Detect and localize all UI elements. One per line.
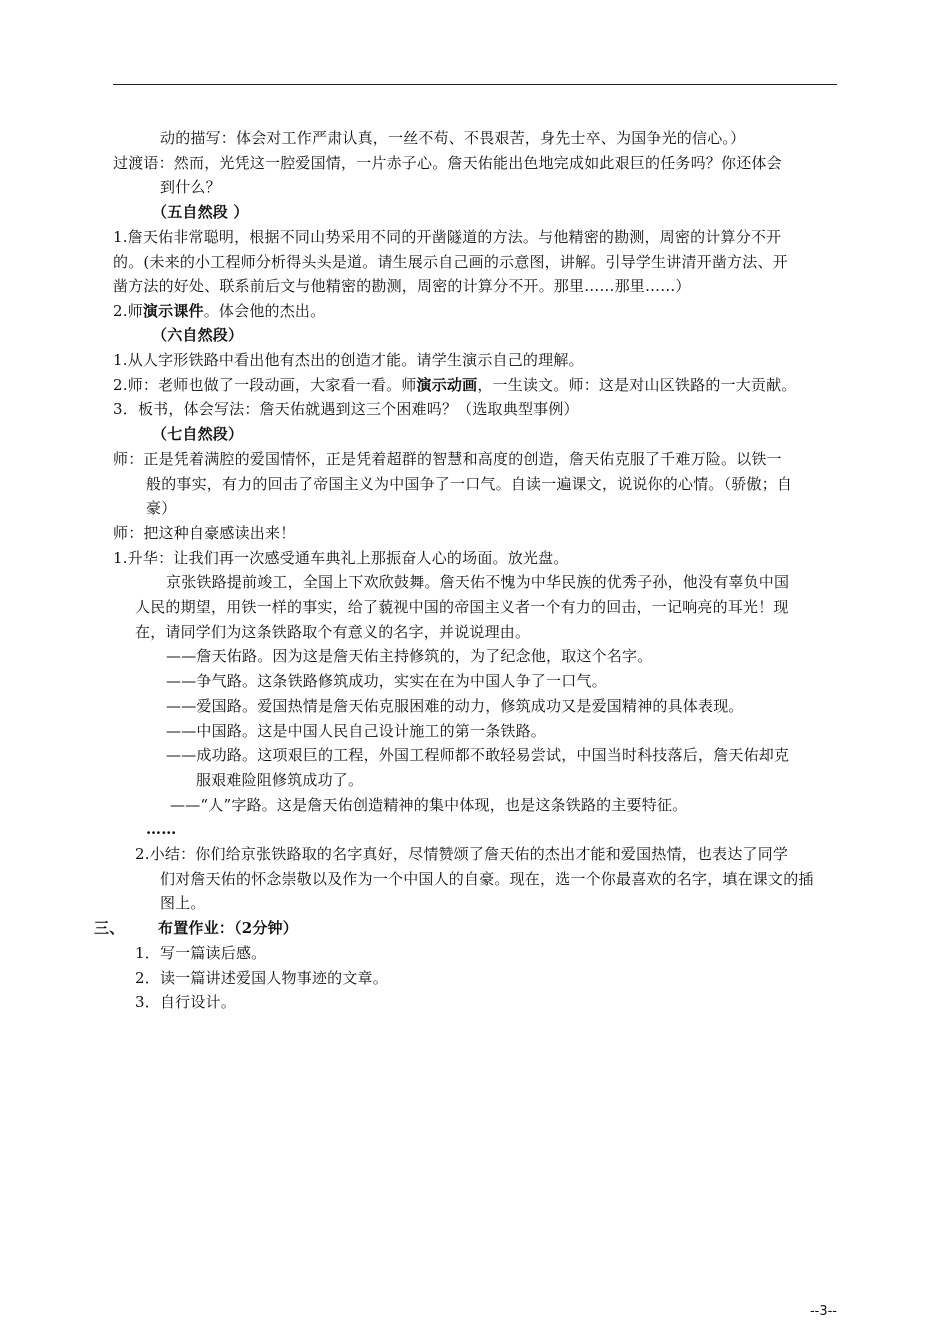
text-line: 1.升华：让我们再一次感受通车典礼上那振奋人心的场面。放光盘。 [113, 549, 569, 567]
text-line: ——“人”字路。这是詹天佑创造精神的集中体现，也是这条铁路的主要特征。 [170, 796, 688, 814]
text-run: ，一生读文。师：这是对山区铁路的一大贡献。 [477, 376, 797, 394]
list-item: 2．读一篇讲述爱国人物事迹的文章。 [135, 969, 388, 987]
text-line: …… [146, 820, 177, 838]
text-run: 2.师 [113, 302, 143, 320]
text-line: 动的描写：体会对工作严肃认真，一丝不苟、不畏艰苦，身先士卒、为国争光的信心。） [160, 129, 746, 147]
text-line: ——成功路。这项艰巨的工程，外国工程师都不敢轻易尝试，中国当时科技落后，詹天佑却克 [166, 746, 790, 764]
text-run: 2.师：老师也做了一段动画，大家看一看。师 [113, 376, 417, 394]
text-line: 2.小结：你们给京张铁路取的名字真好，尽情赞颂了詹天佑的杰出才能和爱国热情，也表达了同学 [135, 845, 789, 863]
section-number: 三、 [94, 919, 125, 937]
text-line: 们对詹天佑的怀念崇敬以及作为一个中国人的自豪。现在，选一个你最喜欢的名字，填在课文的插 [160, 870, 814, 888]
text-line: 师：把这种自豪感读出来！ [113, 524, 296, 542]
text-line: ——詹天佑路。因为这是詹天佑主持修筑的，为了纪念他，取这个名字。 [166, 647, 653, 665]
list-item: 1．写一篇读后感。 [135, 944, 267, 962]
text-line: 师：正是凭着满腔的爱国情怀，正是凭着超群的智慧和高度的创造，詹天佑克服了千难万险。以铁一 [113, 450, 782, 468]
text-line: 般的事实，有力的回击了帝国主义为中国争了一口气。自读一遍课文，说说你的心情。（骄傲；自 [146, 475, 793, 493]
text-line: 过渡语：然而，光凭这一腔爱国情，一片赤子心。詹天佑能出色地完成如此艰巨的任务吗？你还体会 [113, 154, 782, 172]
text-line: 服艰难险阻修筑成功了。 [196, 771, 364, 789]
text-line: 的。(未来的小工程师分析得头头是道。请生展示自己画的示意图，讲解。引导学生讲清开凿方法、开 [113, 253, 788, 271]
list-item: 3．自行设计。 [135, 993, 236, 1011]
text-line: ——爱国路。爱国热情是詹天佑克服困难的动力，修筑成功又是爱国精神的具体表现。 [166, 697, 744, 715]
text-line: 1.从人字形铁路中看出他有杰出的创造才能。请学生演示自己的理解。 [113, 351, 584, 369]
text-line: 到什么？ [160, 178, 221, 196]
text-line: 人民的期望，用铁一样的事实，给了藐视中国的帝国主义者一个有力的回击，一记响亮的耳光！现 [135, 598, 789, 616]
section-heading: （五自然段 ） [152, 203, 249, 221]
text-line [113, 375, 797, 395]
page-number: --3-- [809, 1304, 837, 1319]
text-line: 豪） [146, 499, 177, 517]
text-line: 凿方法的好处、联系前后文与他精密的勘测，周密的计算分不开。那里……那里……） [113, 277, 691, 295]
emphasis-text: 演示动画 [416, 376, 478, 394]
text-line: 京张铁路提前竣工，全国上下欢欣鼓舞。詹天佑不愧为中华民族的优秀子孙，他没有辜负中国 [166, 573, 790, 591]
header-rule [113, 84, 837, 85]
section-heading: （七自然段） [152, 425, 244, 443]
text-run: 。体会他的杰出。 [203, 302, 326, 320]
text-line: ——中国路。这是中国人民自己设计施工的第一条铁路。 [166, 722, 547, 740]
text-line: ——争气路。这条铁路修筑成功，实实在在为中国人争了一口气。 [166, 672, 607, 690]
section-heading: （六自然段） [152, 326, 244, 344]
text-line [113, 301, 325, 321]
emphasis-text: 演示课件 [142, 302, 204, 320]
text-line: 3．板书，体会写法：詹天佑就遇到这三个困难吗？（选取典型事例） [113, 400, 579, 418]
text-line: 图上。 [160, 894, 206, 912]
text-line: 在，请同学们为这条铁路取个有意义的名字，并说说理由。 [135, 623, 531, 641]
text-line: 1.詹天佑非常聪明，根据不同山势采用不同的开凿隧道的方法。与他精密的勘测，周密的计算分不开 [113, 228, 782, 246]
section-heading: 布置作业：（2分钟） [158, 919, 298, 937]
